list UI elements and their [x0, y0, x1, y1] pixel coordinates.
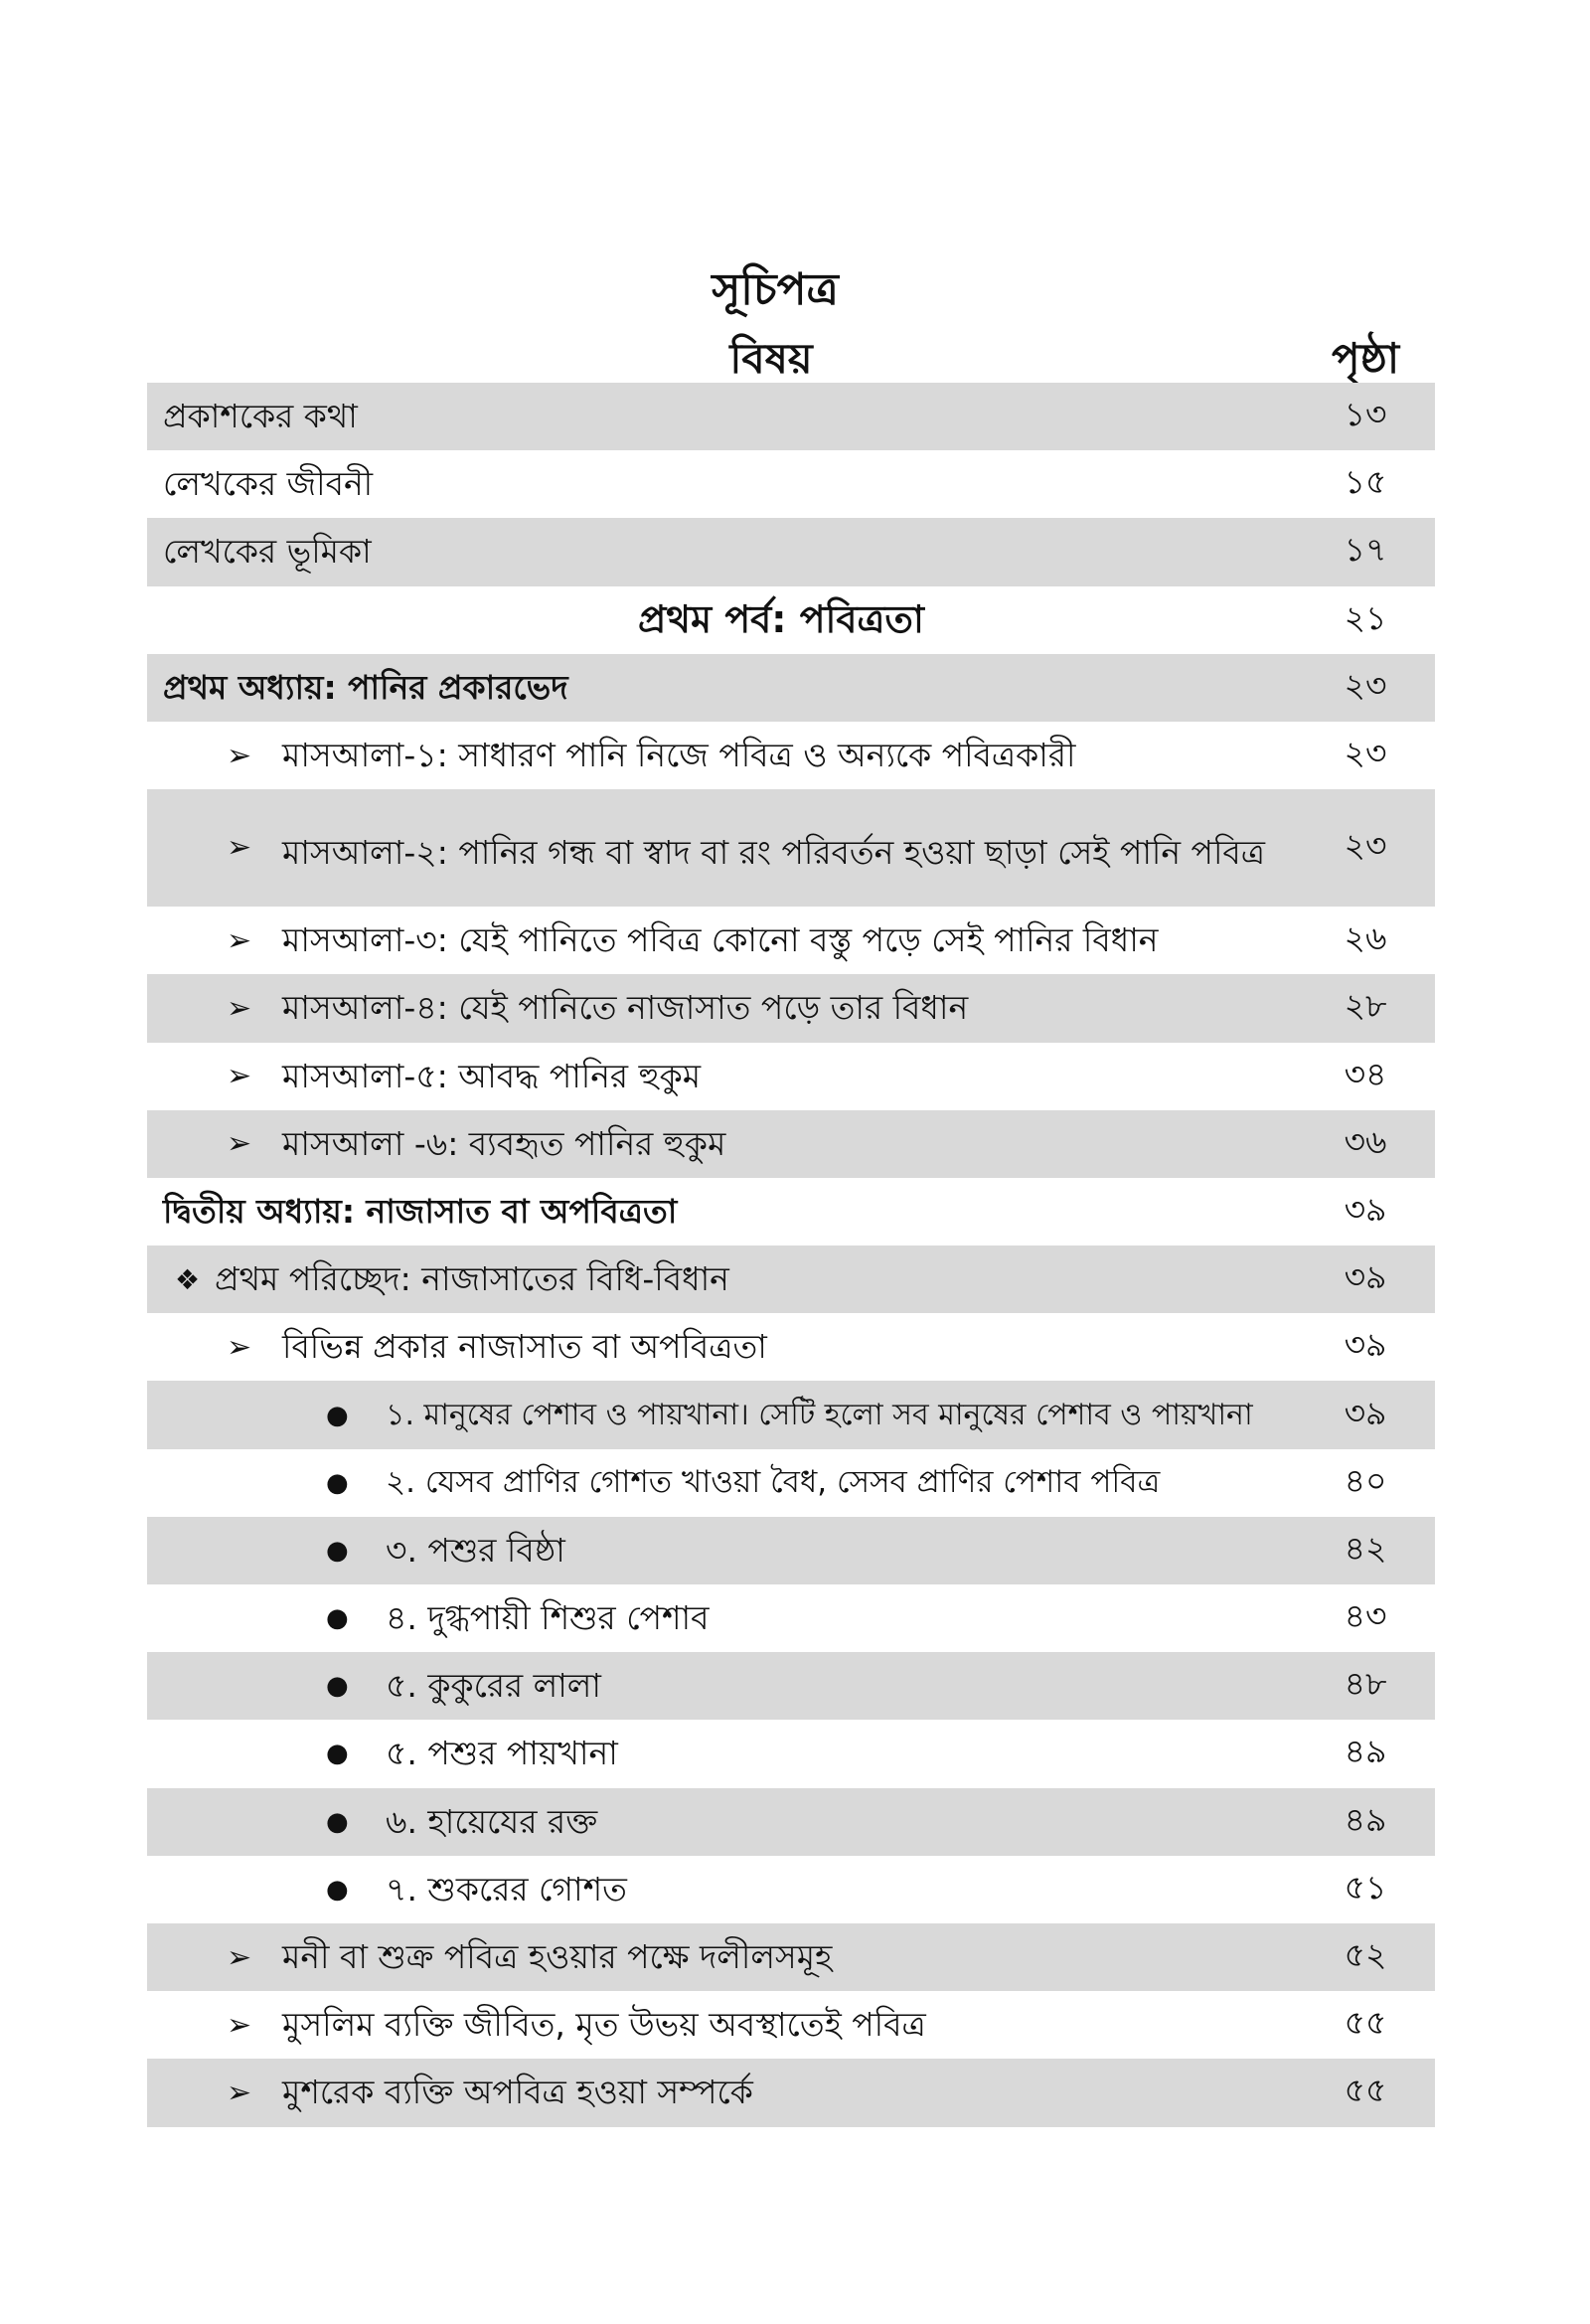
- toc-entry-label: প্রকাশকের কথা: [163, 397, 358, 435]
- arrow-bullet-icon: ➢: [227, 1329, 252, 1365]
- toc-row[interactable]: [147, 450, 1435, 518]
- toc-row[interactable]: [147, 722, 1435, 789]
- arrow-bullet-icon: ➢: [227, 1059, 252, 1094]
- toc-page-number: ৩৯: [1344, 1189, 1387, 1229]
- toc-page-number: ১৫: [1344, 462, 1387, 502]
- toc-entry-label: ৪. দুগ্ধপায়ী শিশুর পেশাব: [386, 1598, 710, 1637]
- toc-part-row[interactable]: [147, 586, 1435, 654]
- toc-entry-label: ৭. শুকরের গোশত: [386, 1869, 627, 1909]
- toc-entry-label: ৫. পশুর পায়খানা: [386, 1734, 618, 1773]
- toc-page-number: ৫৫: [1344, 2071, 1387, 2110]
- toc-row[interactable]: [147, 1923, 1435, 1991]
- toc-entry-label: বিভিন্ন প্রকার নাজাসাত বা অপবিত্রতা: [282, 1327, 767, 1367]
- toc-entry-label: মাসআলা-৫: আবদ্ধ পানির হুকুম: [282, 1056, 702, 1095]
- toc-chapter-title: দ্বিতীয় অধ্যায়: নাজাসাত বা অপবিত্রতা: [163, 1191, 678, 1231]
- toc-entry-label: লেখকের জীবনী: [163, 464, 374, 504]
- diamond-bullet-icon: ❖: [175, 1262, 201, 1296]
- dot-bullet-icon: ●: [326, 1739, 349, 1769]
- toc-entry-label: মাসআলা-৩: যেই পানিতে পবিত্র কোনো বস্তু পড়ে সেই পানির বিধান: [282, 920, 1159, 960]
- toc-page-number: ২৬: [1344, 918, 1387, 958]
- toc-page-number: ২৩: [1344, 826, 1387, 866]
- arrow-bullet-icon: ➢: [227, 1126, 252, 1162]
- toc-row[interactable]: [147, 1584, 1435, 1652]
- arrow-bullet-icon: ➢: [227, 738, 252, 773]
- toc-page-number: ৪৮: [1344, 1664, 1387, 1704]
- toc-chapter-title: প্রথম অধ্যায়: পানির প্রকারভেদ: [163, 667, 568, 707]
- toc-row[interactable]: [147, 1449, 1435, 1517]
- dot-bullet-icon: ●: [326, 1535, 349, 1566]
- page-title: সূচিপত্র: [712, 264, 839, 315]
- toc-chapter-row[interactable]: [147, 1178, 1435, 1245]
- toc-entry-label: মুসলিম ব্যক্তি জীবিত, মৃত উভয় অবস্থাতেই পবিত্র: [282, 2005, 926, 2045]
- toc-page-number: ২৩: [1344, 734, 1387, 773]
- dot-bullet-icon: ●: [326, 1806, 349, 1837]
- arrow-bullet-icon: ➢: [227, 2075, 252, 2110]
- toc-entry-label: মাসআলা -৬: ব্যবহৃত পানির হুকুম: [282, 1123, 726, 1163]
- toc-row[interactable]: [147, 1381, 1435, 1448]
- toc-page-number: ২৩: [1344, 665, 1387, 705]
- toc-header: [147, 326, 1435, 384]
- toc-row[interactable]: [147, 1652, 1435, 1720]
- arrow-bullet-icon: ➢: [227, 2007, 252, 2043]
- toc-page-number: ১৭: [1344, 530, 1387, 570]
- toc-part-title: প্রথম পর্ব: পবিত্রতা: [638, 597, 924, 642]
- toc-page-number: ৫১: [1344, 1867, 1387, 1907]
- toc-page-number: ৪০: [1344, 1460, 1387, 1500]
- toc-page-number: ৩৯: [1344, 1393, 1387, 1432]
- toc-row[interactable]: [147, 1720, 1435, 1787]
- toc-entry-label: ৬. হায়েযের রক্ত: [386, 1801, 598, 1841]
- toc-page-number: ৫২: [1344, 1935, 1387, 1975]
- toc-row[interactable]: [147, 1110, 1435, 1178]
- toc-page-number: ৩৪: [1344, 1054, 1387, 1093]
- toc-row[interactable]: [147, 789, 1435, 907]
- toc-entry-label: লেখকের ভূমিকা: [163, 532, 372, 572]
- toc-row[interactable]: [147, 2059, 1435, 2126]
- toc-row[interactable]: [147, 1313, 1435, 1381]
- toc-page-number: ১৩: [1344, 395, 1387, 434]
- toc-page-number: ৫৫: [1344, 2003, 1387, 2043]
- toc-page-number: ৩৯: [1344, 1325, 1387, 1365]
- dot-bullet-icon: ●: [326, 1671, 349, 1702]
- toc-row[interactable]: [147, 383, 1435, 450]
- arrow-bullet-icon: ➢: [227, 922, 252, 958]
- toc-page-number: ২৮: [1344, 986, 1387, 1026]
- toc-entry-label: ৩. পশুর বিষ্ঠা: [386, 1530, 565, 1570]
- toc-row[interactable]: [147, 1043, 1435, 1110]
- toc-row[interactable]: [147, 907, 1435, 974]
- subject-column-header: বিষয়: [729, 334, 813, 383]
- page-column-header: পৃষ্ঠা: [1331, 334, 1400, 383]
- toc-row[interactable]: [147, 1856, 1435, 1923]
- toc-entry-label: প্রথম পরিচ্ছেদ: নাজাসাতের বিধি-বিধান: [215, 1259, 729, 1299]
- toc-entry-label: ১. মানুষের পেশাব ও পায়খানা। সেটি হলো সব মানুষের পেশাব ও পায়খানা: [386, 1397, 1253, 1432]
- table-of-contents: [147, 383, 1435, 2127]
- toc-row[interactable]: [147, 1788, 1435, 1856]
- toc-entry-label: মুশরেক ব্যক্তি অপবিত্র হওয়া সম্পর্কে: [282, 2073, 753, 2112]
- dot-bullet-icon: ●: [326, 1467, 349, 1498]
- toc-row[interactable]: [147, 974, 1435, 1042]
- toc-entry-label: ৫. কুকুরের লালা: [386, 1666, 601, 1706]
- arrow-bullet-icon: ➢: [227, 990, 252, 1026]
- toc-page-number: ৪৯: [1344, 1732, 1387, 1771]
- toc-entry-label: মনী বা শুক্র পবিত্র হওয়ার পক্ষে দলীলসমূহ: [282, 1936, 833, 1976]
- toc-entry-label: ২. যেসব প্রাণির গোশত খাওয়া বৈধ, সেসব প্রাণির পেশাব পবিত্র: [386, 1464, 1161, 1501]
- arrow-bullet-icon: ➢: [227, 1939, 252, 1975]
- dot-bullet-icon: ●: [326, 1874, 349, 1905]
- toc-page-number: ৪৩: [1344, 1596, 1387, 1636]
- dot-bullet-icon: ●: [326, 1400, 349, 1430]
- toc-chapter-row[interactable]: [147, 654, 1435, 722]
- dot-bullet-icon: ●: [326, 1603, 349, 1634]
- toc-page-number: ৩৬: [1344, 1121, 1387, 1161]
- toc-page-number: ৪২: [1344, 1528, 1387, 1568]
- toc-section-row[interactable]: [147, 1245, 1435, 1313]
- toc-page-number: ৪৯: [1344, 1799, 1387, 1839]
- toc-page-number: ৩৯: [1344, 1257, 1387, 1297]
- toc-entry-label: মাসআলা-১: সাধারণ পানি নিজে পবিত্র ও অন্যকে পবিত্রকারী: [282, 735, 1076, 774]
- toc-entry-label: মাসআলা-৪: যেই পানিতে নাজাসাত পড়ে তার বিধান: [282, 988, 969, 1028]
- toc-row[interactable]: [147, 518, 1435, 585]
- toc-page-number: ২১: [1344, 597, 1387, 637]
- toc-entry-label: মাসআলা-২: পানির গন্ধ বা স্বাদ বা রং পরিবর্তন হওয়া ছাড়া সেই পানি পবিত্র: [282, 833, 1266, 873]
- arrow-bullet-icon: ➢: [227, 830, 252, 866]
- toc-row[interactable]: [147, 1991, 1435, 2059]
- toc-row[interactable]: [147, 1517, 1435, 1584]
